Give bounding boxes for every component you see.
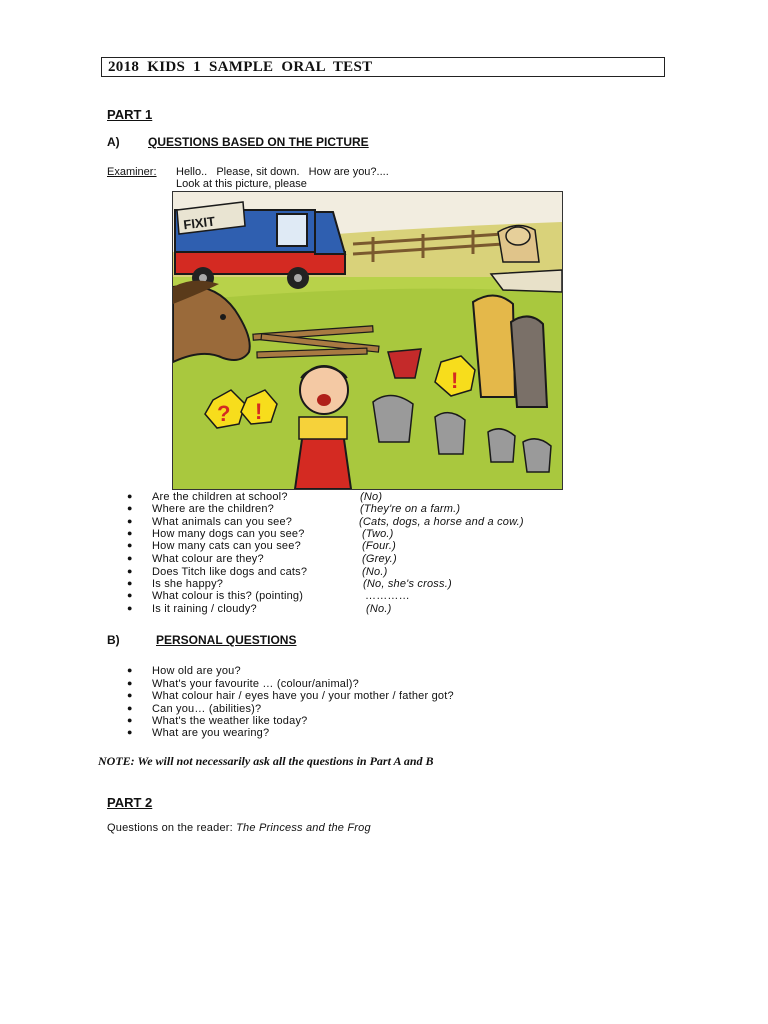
bullet-icon: ● [127,503,133,513]
bullet-icon: ● [127,578,133,588]
title-box [101,57,665,77]
bullet-icon: ● [127,528,133,538]
cow-illustration [498,225,539,262]
bullet-icon: ● [127,715,133,725]
bullet-icon: ● [127,678,133,688]
bullet-icon: ● [127,690,133,700]
van-sign-text: FIXIT [182,213,216,233]
reader-prefix: Questions on the reader: [107,822,237,834]
bullet-icon: ● [127,665,133,675]
document-title: 2018 KIDS 1 SAMPLE ORAL TEST [108,59,373,75]
bullet-icon: ● [127,703,133,713]
note-text: NOTE: We will not necessarily ask all the questions in Part A and B [98,754,434,768]
section-b-letter: B) [107,633,120,647]
section-a-title: QUESTIONS BASED ON THE PICTURE [148,135,369,149]
question-mark-symbol: ? [217,401,231,426]
part2-heading: PART 2 [107,795,153,810]
examiner-line-2: Look at this picture, please [176,178,307,190]
reader-line [107,822,371,834]
bullet-icon: ● [127,540,133,550]
section-a-letter: A) [107,135,120,149]
bullet-icon: ● [127,566,133,576]
exclamation-symbol-right: ! [451,368,459,393]
bullet-icon: ● [127,553,133,563]
reader-title: The Princess and the Frog [236,822,371,834]
girl-illustration [295,366,351,489]
bullet-icon: ● [127,516,133,526]
bullet-icon: ● [127,590,133,600]
bullet-icon: ● [127,603,133,613]
examiner-line-1: Hello.. Please, sit down. How are you?.... [176,166,389,178]
bullet-icon: ● [127,491,133,501]
bullet-icon: ● [127,727,133,737]
farm-picture [172,191,563,490]
part1-heading: PART 1 [107,107,153,122]
examiner-label: Examiner: [107,166,157,178]
section-b-title: PERSONAL QUESTIONS [156,633,297,647]
exclamation-symbol-left: ! [255,399,263,424]
